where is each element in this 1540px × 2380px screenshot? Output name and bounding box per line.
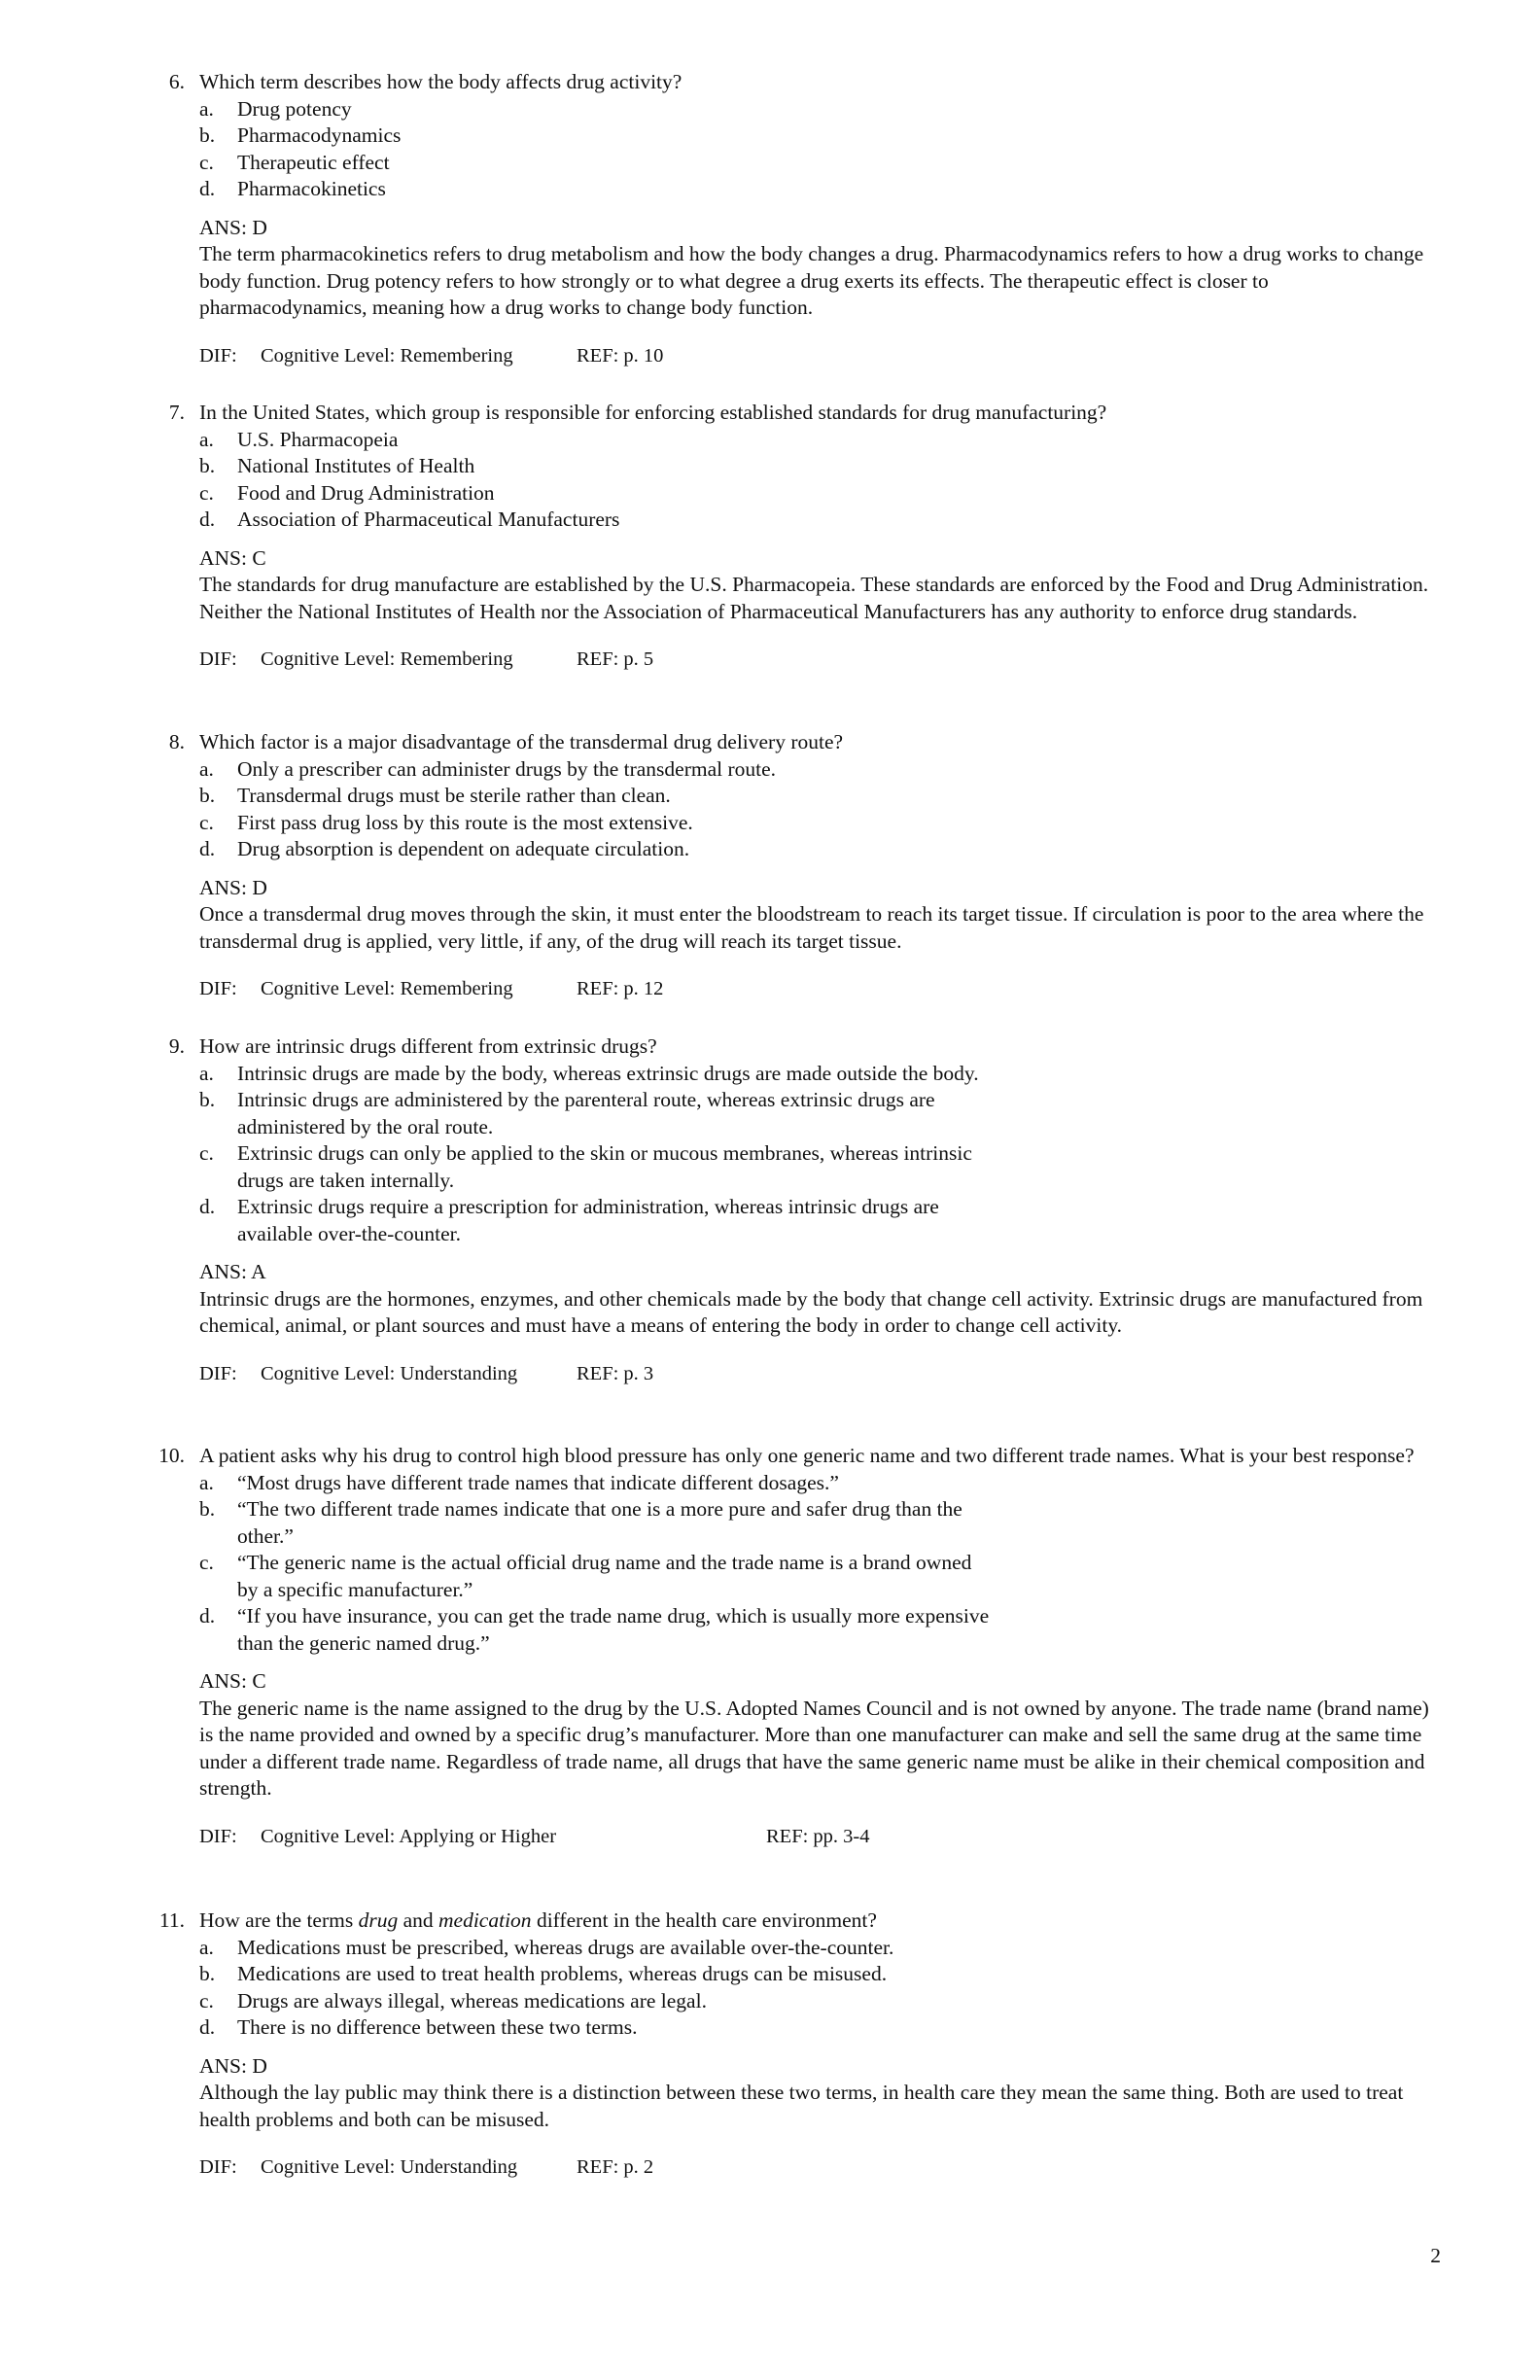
cognitive-level: Cognitive Level: Remembering [261,648,513,670]
answer-block [0,1259,1434,1340]
question-stem [0,729,1434,756]
question-text [199,1908,877,1932]
option-text: There is no difference between these two terms. [237,2015,638,2039]
question-stem [0,69,1434,96]
cognitive-level: Cognitive Level: Understanding [261,1362,518,1384]
page-number: 2 [1430,2244,1441,2267]
page-reference: REF: p. 5 [577,648,654,670]
option-letter: a. [199,96,214,121]
question-number: 6. [168,70,185,93]
question-11 [0,1908,1540,2182]
option-list [0,756,1540,863]
option-text: U.S. Pharmacopeia [237,427,399,451]
question-text: Which term describes how the body affects drug activity? [199,70,682,93]
rationale: The term pharmacokinetics refers to drug metabolism and how the body changes a drug. Pharmacodynamics refers to how a drug works to change body function. Drug potency refers to how strongly or to what degree a drug exerts its effects. The therapeutic effect is closer to pharmacodynamics, meaning how a drug works to change body function. [199,242,1424,319]
option-d [0,2014,1209,2042]
option-c [0,150,996,177]
option-letter: c. [199,480,214,505]
option-text: Extrinsic drugs require a prescription for administration, whereas intrinsic drugs are available over-the-counter. [237,1195,939,1245]
option-text: “The two different trade names indicate that one is a more pure and safer drug than the other.” [237,1497,962,1548]
option-letter: c. [199,150,214,174]
option-a [0,427,996,454]
dif-label: DIF: [199,1362,237,1384]
answer-block [0,875,1434,956]
option-letter: a. [199,427,214,451]
option-letter: a. [199,1935,214,1959]
answer-key: ANS: D [199,875,267,899]
option-a [0,96,996,123]
option-text: Intrinsic drugs are administered by the parenteral route, whereas extrinsic drugs are administered by the oral route. [237,1088,935,1138]
option-text: Intrinsic drugs are made by the body, whereas extrinsic drugs are made outside the body. [237,1061,979,1085]
option-text: Medications must be prescribed, whereas drugs are available over-the-counter. [237,1935,894,1959]
option-text: Food and Drug Administration [237,480,495,505]
option-c [0,480,996,508]
question-number: 9. [168,1034,185,1058]
option-text: Pharmacodynamics [237,123,402,147]
option-letter: a. [199,1061,214,1085]
question-7 [0,400,1540,674]
option-text: Drug absorption is dependent on adequate circulation. [237,837,690,860]
option-text: “The generic name is the actual official drug name and the trade name is a brand owned by a specific manufacturer.” [237,1551,972,1601]
option-letter: d. [199,837,216,860]
question-stem [0,400,1434,427]
option-text: Drugs are always illegal, whereas medications are legal. [237,1988,707,2012]
rationale: The standards for drug manufacture are established by the U.S. Pharmacopeia. These standards are enforced by the Food and Drug Administration. Neither the National Institutes of Health nor the Association of Pharmaceutical Manufacturers has any authority to enforce drug standards. [199,573,1429,623]
option-letter: c. [199,810,214,834]
option-a [0,1470,996,1497]
option-letter: b. [199,1088,216,1111]
answer-key: ANS: A [199,1260,266,1283]
answer-block [0,2053,1434,2134]
option-a [0,756,996,784]
question-8 [0,729,1540,1003]
option-list [0,1061,1540,1248]
stem-text-end: different in the health care environment? [531,1908,877,1932]
option-text: Drug potency [237,96,352,121]
option-text: “Most drugs have different trade names that indicate different dosages.” [237,1470,839,1494]
option-list [0,427,1540,534]
option-c [0,810,996,837]
dif-label: DIF: [199,978,237,999]
answer-key: ANS: D [199,2053,267,2078]
rationale: The generic name is the name assigned to the drug by the U.S. Adopted Names Council and is not owned by anyone. The trade name (brand name) is the name provided and owned by a specific drug’s manufacturer. More than one manufacturer can make and sell the same drug at the same time under a different trade name. Regardless of trade name, all drugs that have the same generic name must be alike in their chemical composition and strength. [199,1696,1429,1800]
question-number: 11. [158,1908,185,1932]
difficulty-line [0,647,1540,674]
option-text: Medications are used to treat health problems, whereas drugs can be misused. [237,1962,888,1985]
option-b [0,1496,996,1550]
option-c [0,1988,1209,2015]
cognitive-level: Cognitive Level: Applying or Higher [261,1825,557,1847]
option-letter: d. [199,177,216,200]
question-text: In the United States, which group is responsible for enforcing established standards for drug manufacturing? [199,401,1107,424]
question-text: How are intrinsic drugs different from extrinsic drugs? [199,1034,657,1058]
option-letter: d. [199,1195,216,1218]
answer-key: ANS: C [199,1669,266,1693]
question-6 [0,69,1540,370]
option-text: Only a prescriber can administer drugs by the transdermal route. [237,756,777,781]
difficulty-line [0,976,1540,1003]
option-letter: b. [199,784,216,807]
option-letter: b. [199,1962,216,1985]
dif-label: DIF: [199,648,237,670]
rationale: Although the lay public may think there is a distinction between these two terms, in health care they mean the same thing. Both are used to treat health problems and both can be misused. [199,2081,1404,2131]
option-d [0,836,996,863]
question-number: 8. [168,730,185,753]
option-b [0,122,996,150]
page-reference: REF: p. 10 [577,344,664,367]
page-reference: REF: p. 3 [577,1362,654,1384]
option-text: Transdermal drugs must be sterile rather than clean. [237,784,671,807]
answer-block [0,545,1434,626]
option-letter: a. [199,1470,214,1494]
page-reference: REF: p. 2 [577,2156,654,2178]
page-reference: REF: pp. 3-4 [766,1825,870,1847]
term-medication: medication [438,1908,532,1932]
option-letter: c. [199,1141,214,1165]
stem-text-start: How are the terms [199,1908,359,1932]
option-d [0,507,996,534]
option-d [0,1603,996,1657]
option-letter: d. [199,2015,216,2039]
option-text: Association of Pharmaceutical Manufacturers [237,508,620,531]
rationale: Once a transdermal drug moves through the skin, it must enter the bloodstream to reach its target tissue. If circulation is poor to the area where the transdermal drug is applied, very little, if any, of the drug will reach its target tissue. [199,902,1424,953]
option-list [0,1935,1540,2042]
question-stem [0,1443,1434,1470]
option-a [0,1061,996,1088]
option-text: “If you have insurance, you can get the trade name drug, which is usually more expensive than the generic named drug.” [237,1604,990,1655]
question-text: A patient asks why his drug to control high blood pressure has only one generic name and two different trade names. What is your best response? [199,1444,1415,1467]
dif-label: DIF: [199,344,237,367]
question-number: 10. [158,1444,185,1467]
option-list [0,1470,1540,1658]
option-letter: d. [199,508,216,531]
option-b [0,453,996,480]
question-10 [0,1443,1540,1851]
term-drug: drug [358,1908,399,1932]
answer-key: ANS: C [199,545,266,570]
stem-text-middle: and [398,1908,439,1932]
option-letter: c. [199,1988,214,2012]
option-c [0,1140,996,1194]
option-b [0,783,996,810]
dif-label: DIF: [199,1825,237,1847]
option-b [0,1961,1209,1988]
option-letter: a. [199,756,214,781]
option-d [0,176,996,203]
question-text: Which factor is a major disadvantage of the transdermal drug delivery route? [199,730,844,753]
option-letter: b. [199,123,216,147]
option-text: National Institutes of Health [237,454,475,477]
option-a [0,1935,1209,1962]
page-reference: REF: p. 12 [577,978,664,999]
option-letter: b. [199,1497,216,1521]
option-letter: b. [199,454,216,477]
answer-block [0,215,1434,322]
option-text: Therapeutic effect [237,150,390,174]
option-list [0,96,1540,203]
cognitive-level: Cognitive Level: Understanding [261,2156,518,2178]
option-c [0,1550,996,1603]
option-text: First pass drug loss by this route is the most extensive. [237,810,693,834]
option-letter: d. [199,1604,216,1628]
question-9 [0,1033,1540,1388]
difficulty-line [0,1361,1540,1388]
difficulty-line [0,2154,1540,2182]
cognitive-level: Cognitive Level: Remembering [261,978,513,999]
answer-key: ANS: D [199,215,267,239]
option-text: Pharmacokinetics [237,177,386,200]
option-letter: c. [199,1551,214,1574]
option-b [0,1087,996,1140]
question-stem [0,1908,1434,1935]
cognitive-level: Cognitive Level: Remembering [261,344,513,367]
question-stem [0,1033,1434,1061]
difficulty-line [0,1824,1540,1851]
option-d [0,1194,996,1247]
question-number: 7. [168,401,185,424]
rationale: Intrinsic drugs are the hormones, enzymes, and other chemicals made by the body that change cell activity. Extrinsic drugs are manufactured from chemical, animal, or plant sources and must have a means of entering the body in order to change cell activity. [199,1286,1423,1337]
dif-label: DIF: [199,2156,237,2178]
option-text: Extrinsic drugs can only be applied to the skin or mucous membranes, whereas intrinsic drugs are taken internally. [237,1141,972,1192]
difficulty-line [0,343,1540,370]
answer-block [0,1668,1434,1802]
